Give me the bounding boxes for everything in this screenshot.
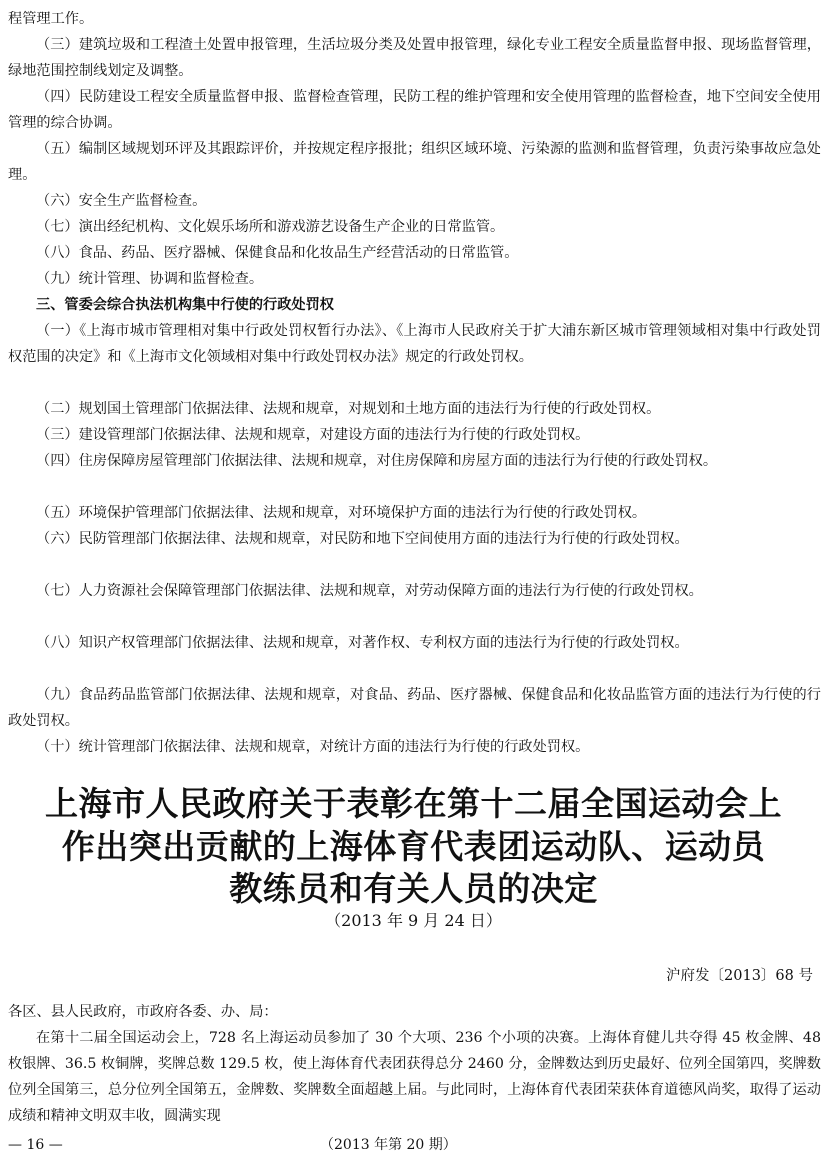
decision-title-line-3: 教练员和有关人员的决定 <box>229 869 598 908</box>
list-item: （八）食品、药品、医疗器械、保健食品和化妆品生产经营活动的日常监管。 <box>36 245 519 261</box>
decision-date: （2013 年 9 月 24 日） <box>325 911 502 930</box>
list-item: （五）环境保护管理部门依据法律、法规和规章，对环境保护方面的违法行为行使的行政处罚权。 <box>36 505 647 521</box>
page-number: — 16 — <box>8 1137 63 1153</box>
list-item: （七）演出经纪机构、文化娱乐场所和游戏游艺设备生产企业的日常监管。 <box>36 219 505 235</box>
list-item: （七）人力资源社会保障管理部门依据法律、法规和规章，对劳动保障方面的违法行为行使的行政处罚权。 <box>36 583 703 599</box>
list-item: （六）民防管理部门依据法律、法规和规章，对民防和地下空间使用方面的违法行为行使的行政处罚权。 <box>36 531 689 547</box>
salutation: 各区、县人民政府，市政府各委、办、局： <box>8 1004 278 1020</box>
decision-title-line-1: 上海市人民政府关于表彰在第十二届全国运动会上 <box>45 784 782 823</box>
list-item: （三）建设管理部门依据法律、法规和规章，对建设方面的违法行为行使的行政处罚权。 <box>36 427 590 443</box>
issue-label: （2013 年第 20 期） <box>320 1137 457 1153</box>
list-item: （四）住房保障房屋管理部门依据法律、法规和规章，对住房保障和房屋方面的违法行为行使的行政处罚权。 <box>36 453 718 469</box>
continued-paragraph: 程管理工作。 <box>8 11 94 27</box>
list-item: （八）知识产权管理部门依据法律、法规和规章，对著作权、专利权方面的违法行为行使的行政处罚权。 <box>36 635 689 651</box>
list-item: （五）编制区域规划环评及其跟踪评价，并按规定程序报批；组织区域环境、污染源的监测和监督管理，负责污染事故应急处理。 <box>8 141 821 183</box>
list-item: （二）规划国土管理部门依据法律、法规和规章，对规划和土地方面的违法行为行使的行政处罚权。 <box>36 401 661 417</box>
list-item: （九）食品药品监管部门依据法律、法规和规章，对食品、药品、医疗器械、保健食品和化妆品监管方面的违法行为行使的行政处罚权。 <box>8 687 821 729</box>
list-item: （一）《上海市城市管理相对集中行政处罚权暂行办法》、《上海市人民政府关于扩大浦东新区城市管理领域相对集中行政处罚权范围的决定》和《上海市文化领域相对集中行政处罚权办法》规定的行政处罚权。 <box>8 323 821 365</box>
section-heading: 三、管委会综合执法机构集中行使的行政处罚权 <box>36 297 334 313</box>
list-item: （三）建筑垃圾和工程渣土处置申报管理，生活垃圾分类及处置申报管理，绿化专业工程安全质量监督申报、现场监督管理，绿地范围控制线划定及调整。 <box>8 37 821 79</box>
decision-title-line-2: 作出突出贡献的上海体育代表团运动队、运动员 <box>61 827 766 866</box>
list-item: （六）安全生产监督检查。 <box>36 193 207 209</box>
document-number: 沪府发〔2013〕68 号 <box>666 968 813 984</box>
list-item: （四）民防建设工程安全质量监督申报、监督检查管理，民防工程的维护管理和安全使用管理的监督检查，地下空间安全使用管理的综合协调。 <box>8 89 821 131</box>
list-item: （九）统计管理、协调和监督检查。 <box>36 271 264 287</box>
list-item: （十）统计管理部门依据法律、法规和规章，对统计方面的违法行为行使的行政处罚权。 <box>36 739 590 755</box>
body-paragraph: 在第十二届全国运动会上，728 名上海运动员参加了 30 个大项、236 个小项的决赛。上海体育健儿共夺得 45 枚金牌、48 枚银牌、36.5 枚铜牌，奖牌总数 129.5 枚，使上海体育代表团获得总分 2460 分，金牌数达到历史最好、位列全国第四，奖牌数位列全国第三，总分位列全国第五，金牌数、奖牌数全面超越上届。与此同时，上海体育代表团荣获体育道德风尚奖，取得了运动成绩和精神文明双丰收，圆满实现 <box>8 1030 821 1124</box>
